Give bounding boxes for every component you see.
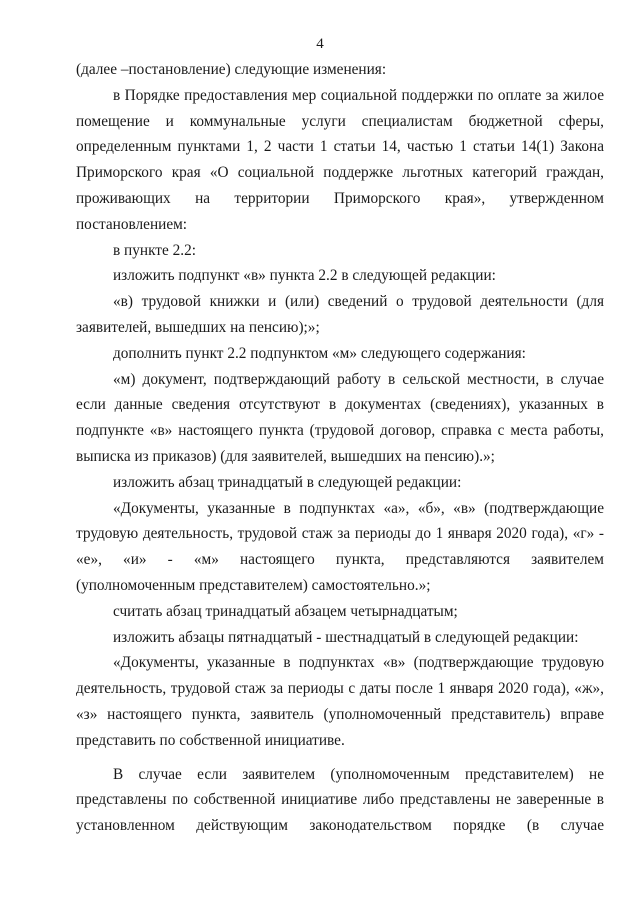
paragraph: в пункте 2.2: — [113, 241, 196, 259]
paragraph: дополнить пункт 2.2 подпунктом «м» следующего содержания: — [113, 344, 526, 362]
page-number: 4 — [316, 36, 324, 52]
paragraph: «м) документ, подтверждающий работу в сельской местности, в случае если данные сведения отсутствуют в документах (сведениях), указанных в подпункте «в» настоящего пункта (трудовой договор, справка с места работы, выписка из приказов) (для заявителей, вышедших на пенсию).»; — [76, 370, 604, 465]
paragraph: (далее –постановление) следующие изменения: — [76, 61, 387, 78]
paragraph: «Документы, указанные в подпунктах «в» (подтверждающие трудовую деятельность, трудовой стаж за периоды с даты после 1 января 2020 года), «ж», «з» настоящего пункта, заявитель (уполномоченный представитель) вправе представить по собственной инициативе. — [76, 654, 604, 749]
paragraph: «в) трудовой книжки и (или) сведений о трудовой деятельности (для заявителей, вышедших на пенсию);»; — [76, 293, 604, 336]
paragraph: В случае если заявителем (уполномоченным представителем) не представлены по собственной инициативе либо представлены не заверенные в установленном действующим законодательством порядке (в случае — [76, 765, 604, 835]
paragraph: изложить абзацы пятнадцатый - шестнадцатый в следующей редакции: — [113, 628, 579, 646]
document-body — [76, 57, 604, 839]
paragraph: в Порядке предоставления мер социальной поддержки по оплате за жилое помещение и коммунальные услуги специалистам бюджетной сферы, определенным пунктами 1, 2 части 1 статьи 14, частью 1 статьи 14(1) Закона Приморского края «О социальной поддержке льготных категорий граждан, проживающих на территории Приморского края», утвержденном постановлением: — [76, 86, 604, 233]
paragraph: считать абзац тринадцатый абзацем четырнадцатым; — [113, 602, 458, 620]
paragraph: изложить подпункт «в» пункта 2.2 в следующей редакции: — [113, 267, 496, 285]
paragraph: изложить абзац тринадцатый в следующей редакции: — [113, 473, 462, 491]
paragraph: «Документы, указанные в подпунктах «а», «б», «в» (подтверждающие трудовую деятельность, трудовой стаж за периоды до 1 января 2020 года), «г» - «е», «и» - «м» настоящего пункта, представляются заявителем (уполномоченным представителем) самостоятельно.»; — [76, 499, 604, 594]
